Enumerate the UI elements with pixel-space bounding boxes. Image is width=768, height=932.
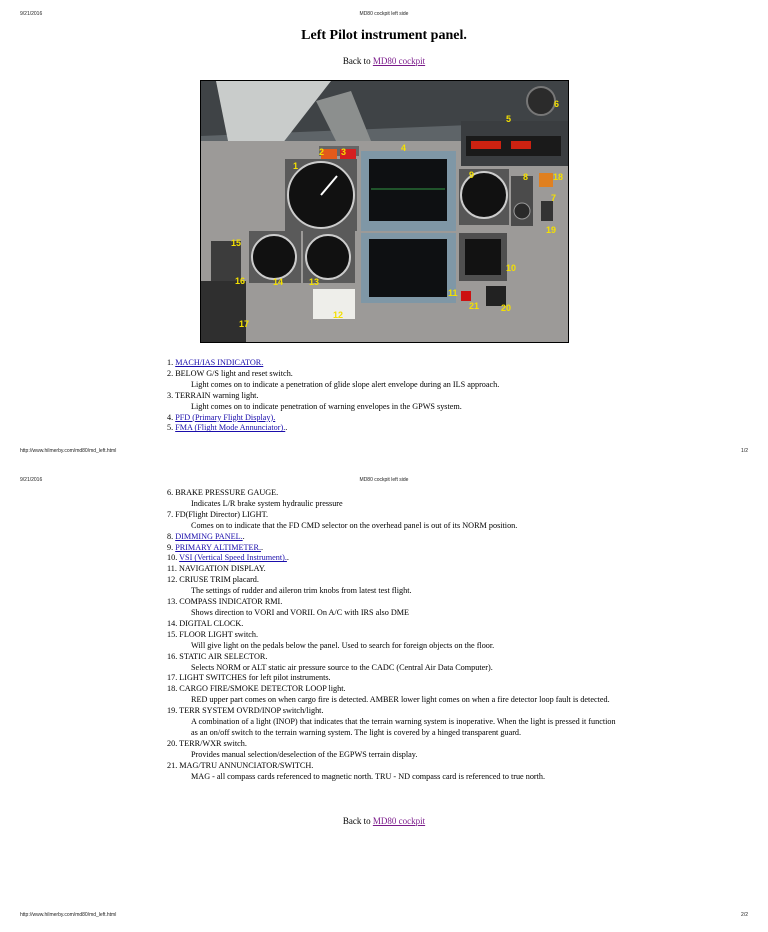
list-item: 4. PFD (Primary Flight Display).: [167, 412, 276, 422]
instrument-list-part2: [167, 488, 624, 782]
cockpit-photo: [200, 80, 569, 343]
item-link[interactable]: MACH/IAS INDICATOR.: [175, 358, 264, 367]
item-description: Shows direction to VORI and VORII. On A/C with IRS also DME: [191, 607, 410, 617]
md80-cockpit-link[interactable]: MD80 cockpit: [372, 816, 426, 826]
photo-label: 10: [506, 263, 517, 273]
photo-label: 6: [554, 99, 560, 109]
back-prefix: Back to: [342, 816, 373, 826]
list-item: 7. FD(Flight Director) LIGHT.: [167, 509, 269, 519]
cockpit-panel-illustration: [201, 81, 568, 342]
list-item: 11. NAVIGATION DISPLAY.: [167, 564, 266, 574]
photo-label: 5: [506, 114, 512, 124]
item-link[interactable]: VSI (Vertical Speed Instrument).: [179, 553, 287, 563]
photo-label: 16: [235, 276, 246, 286]
photo-label: 19: [546, 225, 557, 235]
list-item: 10. VSI (Vertical Speed Instrument)..: [167, 553, 289, 563]
item-description: Light comes on to indicate penetration of warning envelopes in the GPWS system.: [191, 401, 462, 411]
item-link[interactable]: DIMMING PANEL.: [175, 531, 243, 541]
photo-label: 2: [319, 147, 325, 157]
list-item: 13. COMPASS INDICATOR RMI.: [167, 597, 283, 607]
item-description: RED upper part comes on when cargo fire is detected. AMBER lower light comes on when a fire detector loop fault is detected.: [191, 695, 610, 705]
item-description: A combination of a light (INOP) that indicates that the terrain warning system is inoperative. When the light is pressed it function as an on/off switch to the terrain warning system. The light is covered by a hinged transparent guard.: [191, 717, 616, 737]
page-title: Left Pilot instrument panel.: [301, 28, 467, 43]
photo-label: 1: [293, 161, 299, 171]
item-description: Light comes on to indicate a penetration of glide slope alert envelope during an ILS approach.: [191, 379, 500, 389]
photo-label: 18: [553, 172, 564, 182]
photo-label: 12: [333, 310, 344, 320]
photo-label: 20: [501, 303, 512, 313]
back-prefix: Back to: [342, 56, 373, 66]
photo-label: 11: [448, 288, 458, 298]
photo-label: 15: [231, 238, 242, 248]
item-description: Comes on to indicate that the FD CMD selector on the overhead panel is out of its NORM position.: [191, 520, 518, 530]
back-link-bottom: [0, 816, 768, 826]
item-description: MAG - all compass cards referenced to magnetic north. TRU - ND compass card is referenced to true north.: [191, 771, 546, 781]
list-item: 15. FLOOR LIGHT switch.: [167, 629, 259, 639]
instrument-list-part1: [167, 358, 499, 434]
photo-label: 9: [469, 170, 475, 180]
item-link[interactable]: PFD (Primary Flight Display).: [175, 412, 276, 422]
list-item: 21. MAG/TRU ANNUNCIATOR/SWITCH.: [167, 760, 314, 770]
list-item: 3. TERRAIN warning light.: [167, 390, 259, 400]
back-link-top: [0, 56, 768, 66]
list-item: 2. BELOW G/S light and reset switch.: [167, 368, 293, 378]
page2-header-title: MD80 cockpit left side: [359, 477, 409, 483]
page2-footer-page: 2/2: [741, 912, 748, 918]
photo-label: 4: [401, 143, 407, 153]
page1-footer-url: http://www.hilmerby.com/md80/md_left.html: [20, 448, 117, 454]
list-item: 12. CRIUSE TRIM placard.: [167, 575, 259, 585]
photo-label: 14: [273, 277, 284, 287]
item-description: Selects NORM or ALT static air pressure source to the CADC (Central Air Data Computer).: [191, 662, 493, 672]
photo-label: 13: [309, 277, 320, 287]
list-item: 18. CARGO FIRE/SMOKE DETECTOR LOOP light.: [167, 684, 346, 694]
page1-header-title: MD80 cockpit left side: [359, 11, 409, 17]
list-item: 16. STATIC AIR SELECTOR.: [167, 651, 268, 661]
photo-label: 3: [341, 147, 347, 157]
item-description: Provides manual selection/deselection of the EGPWS terrain display.: [191, 749, 418, 759]
photo-label: 17: [239, 319, 250, 329]
list-item: 1. MACH/IAS INDICATOR.: [167, 358, 264, 367]
page1-header-date: 9/21/2016: [20, 11, 43, 17]
item-description: The settings of rudder and aileron trim knobs from latest test flight.: [191, 586, 412, 596]
page2-header-date: 9/21/2016: [20, 477, 43, 483]
list-item: 19. TERR SYSTEM OVRD/INOP switch/light.: [167, 706, 324, 716]
list-item: 6. BRAKE PRESSURE GAUGE.: [167, 488, 279, 497]
photo-label: 21: [469, 301, 480, 311]
photo-label: 8: [523, 172, 529, 182]
item-description: Will give light on the pedals below the panel. Used to search for foreign objects on the floor.: [191, 640, 495, 650]
item-link[interactable]: PRIMARY ALTIMETER.: [175, 542, 262, 552]
list-item: 5. FMA (Flight Mode Annunciator)..: [167, 423, 288, 433]
md80-cockpit-link[interactable]: MD80 cockpit: [372, 56, 426, 66]
item-link[interactable]: FMA (Flight Mode Annunciator).: [175, 423, 286, 433]
list-item: 20. TERR/WXR switch.: [167, 738, 247, 748]
page1-footer-page: 1/2: [741, 448, 748, 454]
list-item: 17. LIGHT SWITCHES for left pilot instruments.: [167, 673, 331, 683]
list-item: 14. DIGITAL CLOCK.: [167, 618, 244, 628]
item-description: Indicates L/R brake system hydraulic pressure: [191, 498, 343, 508]
list-item: 9. PRIMARY ALTIMETER..: [167, 542, 264, 552]
page2-footer-url: http://www.hilmerby.com/md80/md_left.html: [20, 912, 117, 918]
list-item: 8. DIMMING PANEL..: [167, 531, 245, 541]
photo-label: 7: [551, 193, 557, 203]
